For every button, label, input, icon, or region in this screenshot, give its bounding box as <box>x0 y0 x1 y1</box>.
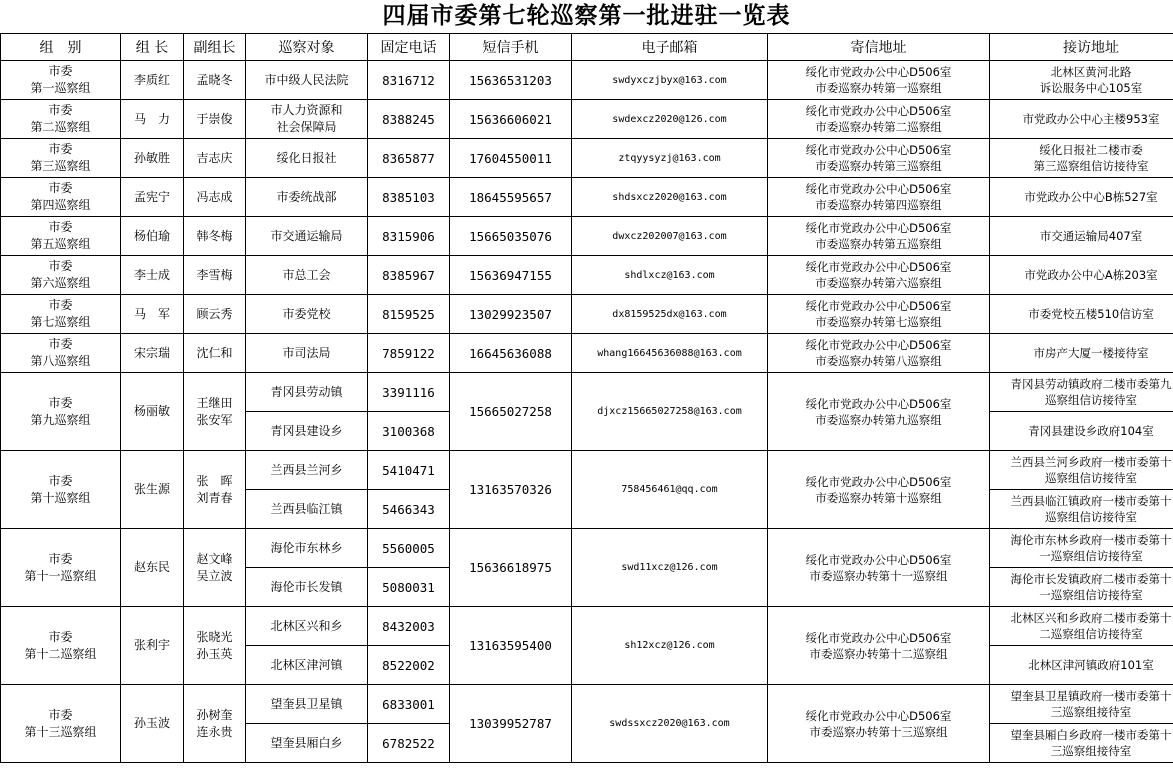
group-name-line: 市委 <box>48 551 73 566</box>
visit-address <box>990 334 1173 373</box>
mail-address <box>768 256 990 295</box>
inspection-target-line: 社会保障局 <box>276 120 337 134</box>
visit-address <box>990 178 1173 217</box>
visit-address <box>990 607 1173 646</box>
email-address: whang16645636088@163.com <box>572 334 768 373</box>
deputy-leader <box>184 100 246 139</box>
visit-address <box>990 529 1173 568</box>
table-row <box>1 217 1173 256</box>
sms-mobile: 15636618975 <box>450 529 572 607</box>
header-phone: 固定电话 <box>368 34 450 61</box>
fixed-phone: 7859122 <box>368 334 450 373</box>
header-mail-address: 寄信地址 <box>768 34 990 61</box>
group-name-line: 第四巡察组 <box>30 198 91 212</box>
mail-address <box>768 529 990 607</box>
group-leader: 马 力 <box>121 100 184 139</box>
group-name-line: 第五巡察组 <box>30 237 91 251</box>
inspection-target-line: 市交通运输局 <box>270 228 343 243</box>
group-leader: 孙敏胜 <box>121 139 184 178</box>
visit-address-line: 三巡察组接待室 <box>1050 705 1132 719</box>
inspection-target <box>246 178 368 217</box>
mail-address-line: 绥化市党政办公中心D506室 <box>805 708 952 723</box>
email-address: ztqyysyzj@163.com <box>572 139 768 178</box>
group-name-line: 市委 <box>48 707 73 722</box>
mail-address-line: 市委巡察办转第十一巡察组 <box>809 568 948 583</box>
header-visit-address: 接访地址 <box>990 34 1173 61</box>
deputy-leader-line: 冯志成 <box>196 189 233 204</box>
mail-address-line: 市委巡察办转第八巡察组 <box>815 354 942 368</box>
inspection-target-line: 市委党校 <box>282 306 331 321</box>
visit-address <box>990 373 1173 412</box>
deputy-leader-line: 孙树奎 <box>196 707 233 722</box>
visit-address <box>990 451 1173 490</box>
inspection-target-line: 绥化日报社 <box>276 150 337 165</box>
fixed-phone: 8385967 <box>368 256 450 295</box>
header-target: 巡察对象 <box>246 34 368 61</box>
deputy-leader <box>184 334 246 373</box>
inspection-target-line: 海伦市长发镇 <box>270 579 343 594</box>
inspection-target <box>246 724 368 763</box>
inspection-target-line: 市人力资源和 <box>270 103 343 117</box>
group-name-line: 第七巡察组 <box>30 315 91 329</box>
group-name-line: 市委 <box>48 259 73 273</box>
group-name-line: 第二巡察组 <box>30 120 91 134</box>
mail-address-line: 绥化市党政办公中心D506室 <box>805 552 952 567</box>
deputy-leader-line: 于崇俊 <box>196 111 233 126</box>
visit-address-line: 三巡察组接待室 <box>1050 744 1132 758</box>
group-name-line: 第三巡察组 <box>30 159 91 173</box>
email-address: dwxcz202007@163.com <box>572 217 768 256</box>
group-name-line: 第九巡察组 <box>30 412 91 427</box>
inspection-target <box>246 61 368 100</box>
visit-address-line: 市党政办公中心B栋527室 <box>1024 190 1158 204</box>
group-name-line: 第六巡察组 <box>30 276 91 290</box>
fixed-phone: 8315906 <box>368 217 450 256</box>
mail-address <box>768 217 990 256</box>
visit-address-line: 巡察组信访接待室 <box>1045 471 1137 485</box>
mail-address <box>768 295 990 334</box>
mail-address-line: 绥化市党政办公中心D506室 <box>805 474 952 489</box>
mail-address-line: 市委巡察办转第九巡察组 <box>815 412 942 427</box>
header-row <box>1 34 1173 61</box>
mail-address <box>768 178 990 217</box>
visit-address-line: 青冈县劳动镇政府二楼市委第九 <box>1010 377 1172 391</box>
mail-address-line: 市委巡察办转第四巡察组 <box>815 198 942 212</box>
group-name-line: 市委 <box>48 337 73 351</box>
group-name-line: 第八巡察组 <box>30 354 91 368</box>
visit-address <box>990 568 1173 607</box>
table-row <box>1 529 1173 568</box>
fixed-phone: 8385103 <box>368 178 450 217</box>
visit-address <box>990 139 1173 178</box>
visit-address-line: 望奎县厢白乡政府一楼市委第十 <box>1010 728 1172 742</box>
visit-address-line: 市党政办公中心主楼953室 <box>1022 112 1160 126</box>
mail-address <box>768 451 990 529</box>
email-address: swdexcz2020@126.com <box>572 100 768 139</box>
fixed-phone: 6782522 <box>368 724 450 763</box>
inspection-target <box>246 568 368 607</box>
group-leader: 孙玉波 <box>121 685 184 763</box>
fixed-phone: 5560005 <box>368 529 450 568</box>
sms-mobile: 17604550011 <box>450 139 572 178</box>
table-row <box>1 61 1173 100</box>
sms-mobile: 13039952787 <box>450 685 572 763</box>
mail-address-line: 绥化市党政办公中心D506室 <box>805 299 952 313</box>
group-name <box>1 295 121 334</box>
group-name <box>1 373 121 451</box>
deputy-leader <box>184 178 246 217</box>
mail-address <box>768 334 990 373</box>
mail-address-line: 绥化市党政办公中心D506室 <box>805 260 952 274</box>
email-address: shdsxcz2020@163.com <box>572 178 768 217</box>
group-leader: 宋宗瑞 <box>121 334 184 373</box>
sms-mobile: 15636531203 <box>450 61 572 100</box>
mail-address-line: 绥化市党政办公中心D506室 <box>805 65 952 79</box>
mail-address <box>768 100 990 139</box>
table-row <box>1 139 1173 178</box>
group-name <box>1 178 121 217</box>
inspection-target <box>246 607 368 646</box>
deputy-leader <box>184 139 246 178</box>
group-leader: 张生源 <box>121 451 184 529</box>
visit-address-line: 市交通运输局407室 <box>1039 229 1143 243</box>
mail-address-line: 绥化市党政办公中心D506室 <box>805 630 952 645</box>
sms-mobile: 16645636088 <box>450 334 572 373</box>
visit-address <box>990 256 1173 295</box>
visit-address-line: 北林区黄河北路 <box>1050 65 1132 79</box>
mail-address-line: 绥化市党政办公中心D506室 <box>805 143 952 157</box>
sms-mobile: 15636947155 <box>450 256 572 295</box>
deputy-leader-line: 张 晖 <box>196 473 233 488</box>
group-name-line: 第十一巡察组 <box>24 568 97 583</box>
mail-address <box>768 139 990 178</box>
table-row <box>1 295 1173 334</box>
deputy-leader <box>184 451 246 529</box>
inspection-target-line: 望奎县卫星镇 <box>270 696 343 711</box>
sms-mobile: 15665035076 <box>450 217 572 256</box>
visit-address <box>990 412 1173 451</box>
group-name-line: 市委 <box>48 64 73 78</box>
visit-address-line: 巡察组信访接待室 <box>1045 510 1137 524</box>
group-leader: 张利宇 <box>121 607 184 685</box>
fixed-phone: 8522002 <box>368 646 450 685</box>
group-leader: 赵东民 <box>121 529 184 607</box>
email-address: swdyxczjbyx@163.com <box>572 61 768 100</box>
mail-address-line: 绥化市党政办公中心D506室 <box>805 104 952 118</box>
sms-mobile: 13163570326 <box>450 451 572 529</box>
inspection-target-line: 北林区兴和乡 <box>270 618 343 633</box>
inspection-target <box>246 217 368 256</box>
visit-address <box>990 490 1173 529</box>
table-row <box>1 451 1173 490</box>
inspection-target <box>246 412 368 451</box>
deputy-leader-line: 吴立波 <box>196 568 233 583</box>
group-leader: 马 军 <box>121 295 184 334</box>
email-address: dx8159525dx@163.com <box>572 295 768 334</box>
visit-address-line: 海伦市东林乡政府一楼市委第十 <box>1010 533 1172 547</box>
group-name-line: 市委 <box>48 181 73 195</box>
inspection-target-line: 市司法局 <box>282 345 331 360</box>
sms-mobile: 13029923507 <box>450 295 572 334</box>
visit-address-line: 市委党校五楼510信访室 <box>1028 307 1154 321</box>
table-row <box>1 334 1173 373</box>
mail-address <box>768 373 990 451</box>
visit-address-line: 兰西县临江镇政府一楼市委第十 <box>1010 494 1172 508</box>
visit-address-line: 北林区津河镇政府101室 <box>1028 658 1154 672</box>
mail-address <box>768 61 990 100</box>
group-name-line: 第十二巡察组 <box>24 646 97 661</box>
table-row <box>1 685 1173 724</box>
inspection-target <box>246 334 368 373</box>
fixed-phone: 3391116 <box>368 373 450 412</box>
group-name <box>1 451 121 529</box>
mail-address-line: 市委巡察办转第一巡察组 <box>815 81 942 95</box>
inspection-target-line: 北林区津河镇 <box>270 657 343 672</box>
header-leader: 组 长 <box>121 34 184 61</box>
group-name <box>1 139 121 178</box>
email-address: 758456461@qq.com <box>572 451 768 529</box>
mail-address-line: 市委巡察办转第三巡察组 <box>815 159 942 173</box>
inspection-target-line: 海伦市东林乡 <box>270 540 343 555</box>
visit-address-line: 巡察组信访接待室 <box>1045 393 1137 407</box>
group-name-line: 市委 <box>48 103 73 117</box>
visit-address-line: 望奎县卫星镇政府一楼市委第十 <box>1010 689 1172 703</box>
table-row <box>1 100 1173 139</box>
group-leader: 李士成 <box>121 256 184 295</box>
deputy-leader-line: 韩冬梅 <box>196 228 233 243</box>
group-name <box>1 256 121 295</box>
group-name-line: 市委 <box>48 142 73 156</box>
inspection-target <box>246 373 368 412</box>
visit-address-line: 北林区兴和乡政府二楼市委第十 <box>1010 611 1172 625</box>
fixed-phone: 8159525 <box>368 295 450 334</box>
deputy-leader <box>184 256 246 295</box>
deputy-leader <box>184 607 246 685</box>
visit-address-line: 市房产大厦一楼接待室 <box>1033 346 1149 360</box>
mail-address-line: 市委巡察办转第十二巡察组 <box>809 646 948 661</box>
group-name <box>1 607 121 685</box>
group-leader: 孟宪宁 <box>121 178 184 217</box>
header-email: 电子邮箱 <box>572 34 768 61</box>
group-name-line: 市委 <box>48 298 73 312</box>
visit-address <box>990 217 1173 256</box>
fixed-phone: 8432003 <box>368 607 450 646</box>
deputy-leader <box>184 295 246 334</box>
inspection-target <box>246 685 368 724</box>
inspection-target <box>246 139 368 178</box>
deputy-leader-line: 沈仁和 <box>196 345 233 360</box>
mail-address-line: 市委巡察办转第二巡察组 <box>815 120 942 134</box>
table-row <box>1 256 1173 295</box>
group-name <box>1 334 121 373</box>
deputy-leader-line: 孟晓冬 <box>196 72 233 87</box>
mail-address-line: 市委巡察办转第六巡察组 <box>815 276 942 290</box>
inspection-target <box>246 529 368 568</box>
deputy-leader <box>184 373 246 451</box>
email-address: swd11xcz@126.com <box>572 529 768 607</box>
visit-address-line: 海伦市长发镇政府二楼市委第十 <box>1010 572 1172 586</box>
email-address: swdssxcz2020@163.com <box>572 685 768 763</box>
inspection-target-line: 青冈县建设乡 <box>270 423 343 438</box>
group-name <box>1 217 121 256</box>
inspection-target-line: 青冈县劳动镇 <box>270 384 343 399</box>
group-name-line: 市委 <box>48 473 73 488</box>
mail-address-line: 绥化市党政办公中心D506室 <box>805 338 952 352</box>
sms-mobile: 15665027258 <box>450 373 572 451</box>
visit-address-line: 一巡察组信访接待室 <box>1039 549 1143 563</box>
header-deputy: 副组长 <box>184 34 246 61</box>
group-name-line: 第十三巡察组 <box>24 724 97 739</box>
fixed-phone: 5466343 <box>368 490 450 529</box>
visit-address-line: 青冈县建设乡政府104室 <box>1028 424 1154 438</box>
email-address: shdlxcz@163.com <box>572 256 768 295</box>
mail-address-line: 绥化市党政办公中心D506室 <box>805 182 952 196</box>
visit-address <box>990 646 1173 685</box>
mail-address-line: 市委巡察办转第五巡察组 <box>815 237 942 251</box>
email-address: djxcz15665027258@163.com <box>572 373 768 451</box>
inspection-target-line: 市委统战部 <box>276 189 337 204</box>
inspection-target-line: 市中级人民法院 <box>264 72 349 87</box>
deputy-leader-line: 顾云秀 <box>196 306 233 321</box>
inspection-target-line: 兰西县兰河乡 <box>270 462 343 477</box>
inspection-table <box>0 33 1173 763</box>
table-row <box>1 607 1173 646</box>
deputy-leader-line: 刘青春 <box>196 490 233 505</box>
visit-address-line: 市党政办公中心A栋203室 <box>1024 268 1158 282</box>
deputy-leader-line: 孙玉英 <box>196 646 233 661</box>
mail-address <box>768 607 990 685</box>
sms-mobile: 18645595657 <box>450 178 572 217</box>
sms-mobile: 15636606021 <box>450 100 572 139</box>
group-name-line: 第十巡察组 <box>30 490 91 505</box>
deputy-leader-line: 李雪梅 <box>196 267 233 282</box>
inspection-target <box>246 295 368 334</box>
fixed-phone: 5080031 <box>368 568 450 607</box>
inspection-target-line: 兰西县临江镇 <box>270 501 343 516</box>
fixed-phone: 3100368 <box>368 412 450 451</box>
inspection-target <box>246 256 368 295</box>
group-leader: 杨伯瑜 <box>121 217 184 256</box>
inspection-target-line: 市总工会 <box>282 267 331 282</box>
email-address: sh12xcz@126.com <box>572 607 768 685</box>
inspection-target <box>246 490 368 529</box>
mail-address-line: 市委巡察办转第十三巡察组 <box>809 724 948 739</box>
fixed-phone: 6833001 <box>368 685 450 724</box>
inspection-target-line: 望奎县厢白乡 <box>270 735 343 750</box>
deputy-leader <box>184 61 246 100</box>
group-name <box>1 61 121 100</box>
deputy-leader-line: 赵文峰 <box>196 551 233 566</box>
fixed-phone: 8388245 <box>368 100 450 139</box>
group-name-line: 市委 <box>48 395 73 410</box>
deputy-leader <box>184 217 246 256</box>
deputy-leader-line: 吉志庆 <box>196 150 233 165</box>
page-title: 四届市委第七轮巡察第一批进驻一览表 <box>382 2 791 29</box>
visit-address-line: 绥化日报社二楼市委 <box>1039 143 1143 157</box>
header-group: 组 别 <box>1 34 121 61</box>
sms-mobile: 13163595400 <box>450 607 572 685</box>
visit-address <box>990 724 1173 763</box>
deputy-leader-line: 张安军 <box>196 412 233 427</box>
mail-address-line: 绥化市党政办公中心D506室 <box>805 221 952 235</box>
visit-address <box>990 61 1173 100</box>
inspection-target <box>246 451 368 490</box>
inspection-target <box>246 646 368 685</box>
fixed-phone: 5410471 <box>368 451 450 490</box>
mail-address-line: 市委巡察办转第十巡察组 <box>815 490 942 505</box>
group-name <box>1 685 121 763</box>
group-name-line: 市委 <box>48 629 73 644</box>
table-row <box>1 373 1173 412</box>
deputy-leader <box>184 529 246 607</box>
fixed-phone: 8365877 <box>368 139 450 178</box>
group-leader: 李质红 <box>121 61 184 100</box>
group-leader: 杨丽敏 <box>121 373 184 451</box>
visit-address-line: 二巡察组信访接待室 <box>1039 627 1143 641</box>
visit-address <box>990 100 1173 139</box>
visit-address <box>990 295 1173 334</box>
mail-address <box>768 685 990 763</box>
table-row <box>1 178 1173 217</box>
deputy-leader <box>184 685 246 763</box>
fixed-phone: 8316712 <box>368 61 450 100</box>
visit-address-line: 诉讼服务中心105室 <box>1039 81 1143 95</box>
mail-address-line: 市委巡察办转第七巡察组 <box>815 315 942 329</box>
group-name-line: 市委 <box>48 220 73 234</box>
visit-address-line: 第三巡察组信访接待室 <box>1033 159 1149 173</box>
mail-address-line: 绥化市党政办公中心D506室 <box>805 396 952 411</box>
group-name <box>1 529 121 607</box>
deputy-leader-line: 连永贵 <box>196 724 233 739</box>
visit-address-line: 一巡察组信访接待室 <box>1039 588 1143 602</box>
visit-address <box>990 685 1173 724</box>
deputy-leader-line: 张晓光 <box>196 629 233 644</box>
group-name <box>1 100 121 139</box>
inspection-target <box>246 100 368 139</box>
visit-address-line: 兰西县兰河乡政府一楼市委第十 <box>1010 455 1172 469</box>
deputy-leader-line: 王继田 <box>196 395 233 410</box>
header-mobile: 短信手机 <box>450 34 572 61</box>
group-name-line: 第一巡察组 <box>30 81 91 95</box>
